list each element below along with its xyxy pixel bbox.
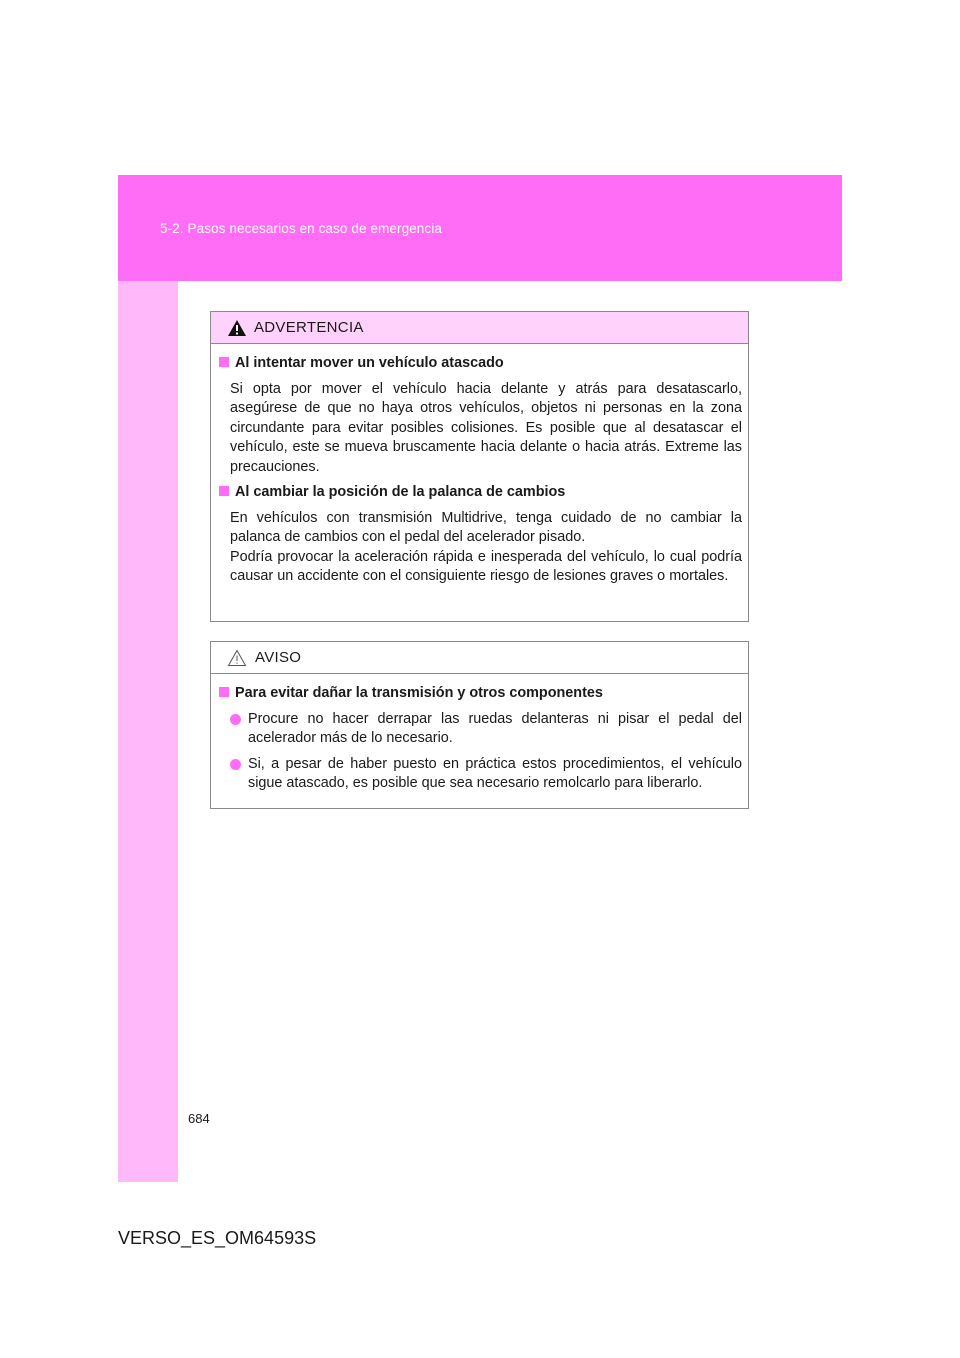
notice-bullet-text: Si, a pesar de haber puesto en práctica estos procedimientos, el vehículo sigue atascado, es posible que sea necesario remolcarlo para liberarlo. bbox=[248, 755, 742, 791]
warning-triangle-outline-icon bbox=[227, 649, 247, 667]
notice-box-body bbox=[211, 674, 748, 794]
notice-bullet-item bbox=[219, 710, 742, 749]
warning-paragraph: En vehículos con transmisión Multidrive, tenga cuidado de no cambiar la palanca de cambios con el pedal del acelerador pisado. bbox=[230, 509, 742, 545]
circle-bullet-icon bbox=[230, 714, 241, 725]
warning-subheading bbox=[219, 354, 742, 374]
warning-box bbox=[210, 311, 749, 622]
warning-subheading-text: Al intentar mover un vehículo atascado bbox=[235, 355, 504, 371]
notice-subheading-text: Para evitar dañar la transmisión y otros componentes bbox=[235, 685, 603, 701]
warning-paragraph: Si opta por mover el vehículo hacia delante y atrás para desatascarlo, asegúrese de que no haya otros vehículos, objetos ni personas en la zona circundante para evitar posibles colisiones. Es posible que al desatascar el vehículo, este se mueva bruscamente hacia delante o hacia atrás. Extreme las precauciones. bbox=[230, 380, 742, 475]
square-bullet-icon bbox=[219, 357, 229, 367]
warning-box-title: ADVERTENCIA bbox=[254, 319, 364, 336]
notice-box-header bbox=[211, 642, 748, 674]
page-number: 684 bbox=[188, 1111, 210, 1126]
warning-subheading bbox=[219, 483, 742, 503]
notice-bullet-text: Procure no hacer derrapar las ruedas delanteras ni pisar el pedal del acelerador más de lo necesario. bbox=[248, 710, 742, 746]
warning-box-header bbox=[211, 312, 748, 344]
side-strip bbox=[118, 281, 178, 1182]
notice-bullet-item bbox=[219, 755, 742, 794]
notice-subheading bbox=[219, 684, 742, 704]
notice-box bbox=[210, 641, 749, 809]
document-code: VERSO_ES_OM64593S bbox=[118, 1228, 317, 1248]
circle-bullet-icon bbox=[230, 759, 241, 770]
section-title: 5-2. Pasos necesarios en caso de emergencia bbox=[160, 221, 442, 236]
warning-triangle-filled-icon bbox=[227, 319, 247, 337]
warning-paragraph: Podría provocar la aceleración rápida e inesperada del vehículo, lo cual podría causar un accidente con el consiguiente riesgo de lesiones graves o mortales. bbox=[230, 548, 742, 584]
warning-subheading-text: Al cambiar la posición de la palanca de cambios bbox=[235, 484, 566, 500]
warning-box-body bbox=[211, 344, 748, 587]
square-bullet-icon bbox=[219, 486, 229, 496]
square-bullet-icon bbox=[219, 687, 229, 697]
notice-box-title: AVISO bbox=[255, 649, 302, 666]
